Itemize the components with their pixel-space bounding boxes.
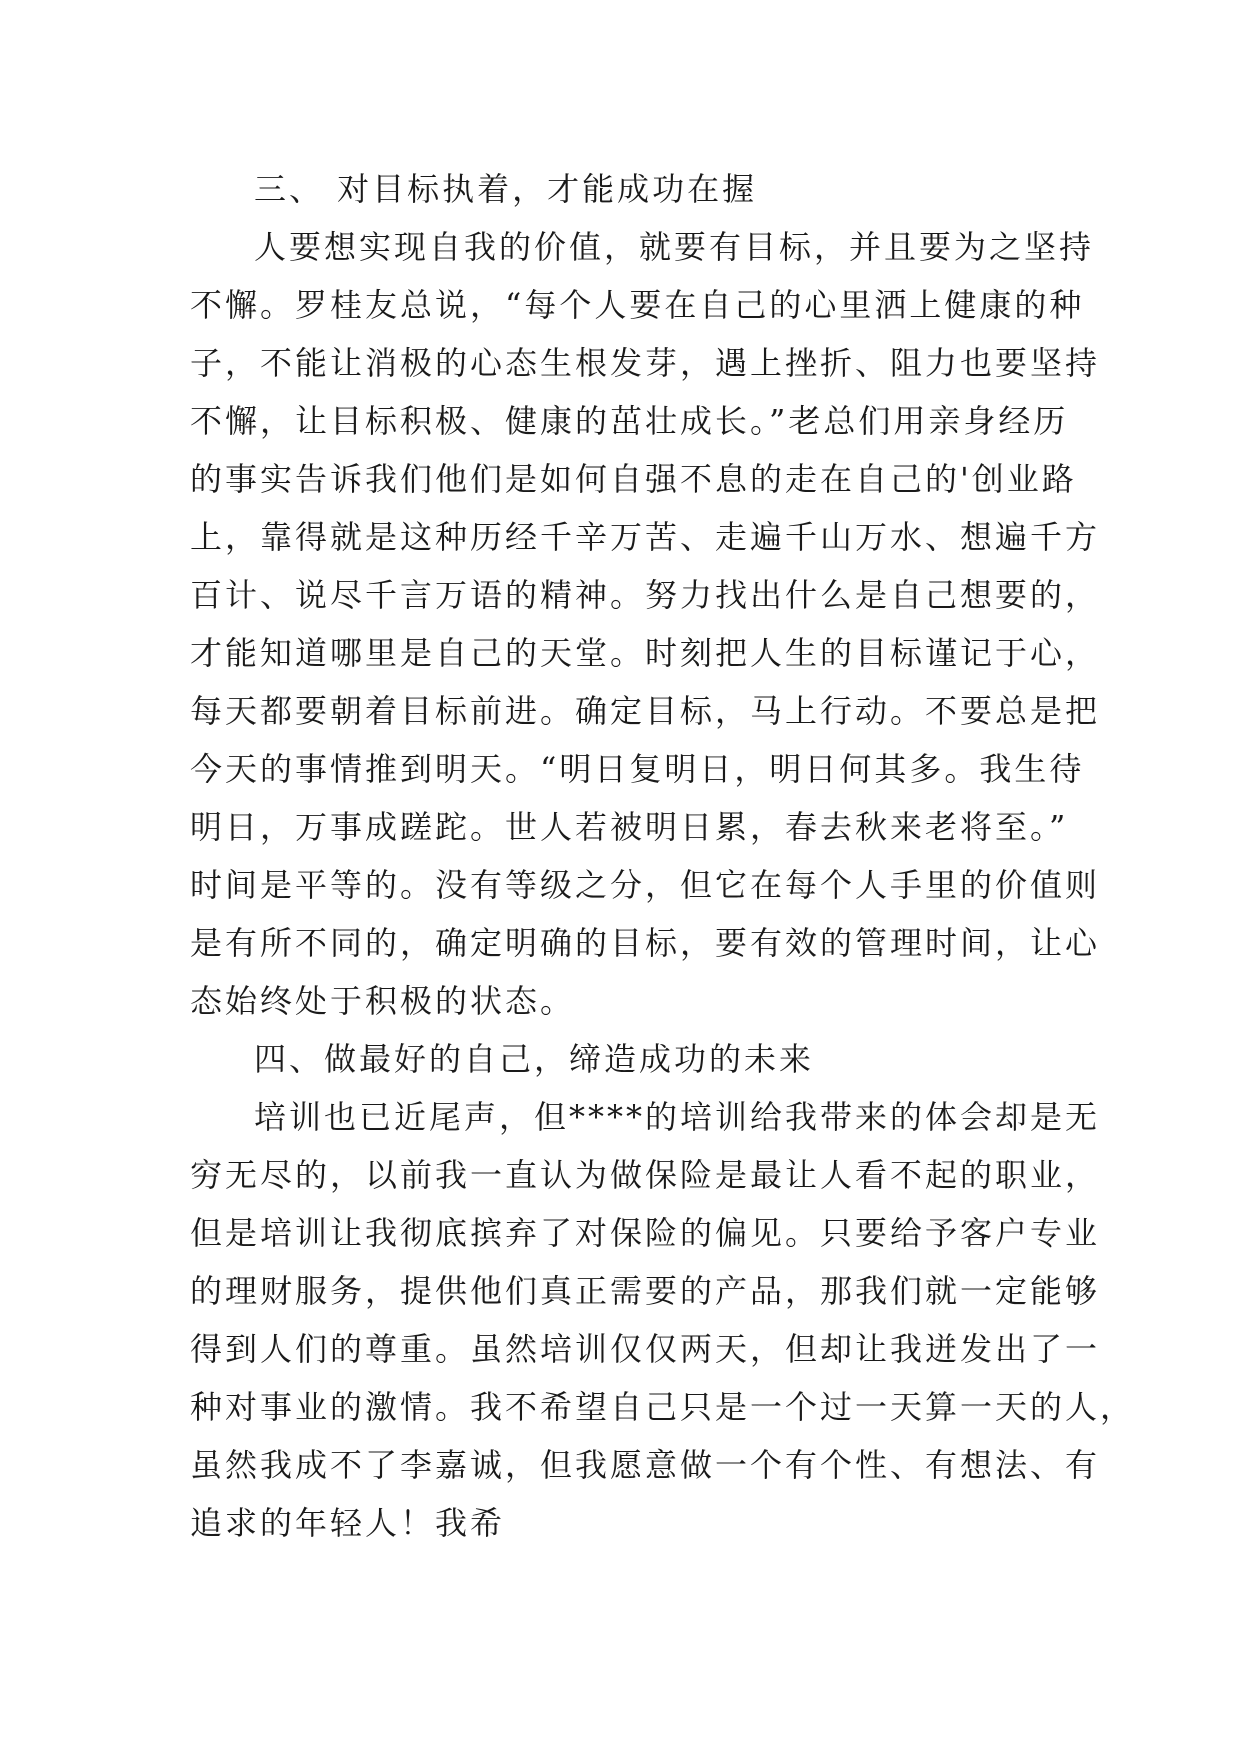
paragraph-line: 种对事业的激情。我不希望自己只是一个过一天算一天的人， bbox=[190, 1388, 1136, 1426]
document-body bbox=[190, 160, 1136, 1552]
paragraph-line: 才能知道哪里是自己的天堂。时刻把人生的目标谨记于心， bbox=[190, 634, 1101, 672]
paragraph-line: 每天都要朝着目标前进。确定目标，马上行动。不要总是把 bbox=[190, 692, 1101, 730]
paragraph-line: 的事实告诉我们他们是如何自强不息的走在自己的'创业路 bbox=[190, 460, 1077, 498]
paragraph-line: 今天的事情推到明天。“明日复明日，明日何其多。我生待 bbox=[190, 750, 1085, 788]
paragraph-line: 穷无尽的，以前我一直认为做保险是最让人看不起的职业， bbox=[190, 1156, 1101, 1194]
section-3-heading: 三、 对目标执着，才能成功在握 bbox=[254, 170, 758, 208]
section-3-paragraph bbox=[190, 218, 1101, 1030]
section-4-paragraph bbox=[190, 1088, 1136, 1552]
paragraph-line: 培训也已近尾声，但****的培训给我带来的体会却是无 bbox=[254, 1098, 1101, 1136]
paragraph-line: 是有所不同的，确定明确的目标，要有效的管理时间，让心 bbox=[190, 924, 1101, 962]
paragraph-line: 明日，万事成蹉跎。世人若被明日累，春去秋来老将至。” bbox=[190, 808, 1069, 846]
paragraph-line: 但是培训让我彻底摈弃了对保险的偏见。只要给予客户专业 bbox=[190, 1214, 1101, 1252]
paragraph-line: 上，靠得就是这种历经千辛万苦、走遍千山万水、想遍千方 bbox=[190, 518, 1101, 556]
section-4-heading: 四、做最好的自己，缔造成功的未来 bbox=[254, 1040, 815, 1078]
paragraph-line: 人要想实现自我的价值，就要有目标，并且要为之坚持 bbox=[254, 228, 1095, 266]
paragraph-line: 百计、说尽千言万语的精神。努力找出什么是自己想要的， bbox=[190, 576, 1101, 614]
paragraph-line: 虽然我成不了李嘉诚，但我愿意做一个有个性、有想法、有 bbox=[190, 1446, 1101, 1484]
paragraph-line: 不懈，让目标积极、健康的茁壮成长。”老总们用亲身经历 bbox=[190, 402, 1069, 440]
paragraph-line: 得到人们的尊重。虽然培训仅仅两天，但却让我迸发出了一 bbox=[190, 1330, 1101, 1368]
paragraph-line: 时间是平等的。没有等级之分，但它在每个人手里的价值则 bbox=[190, 866, 1101, 904]
paragraph-line: 子，不能让消极的心态生根发芽，遇上挫折、阻力也要坚持 bbox=[190, 344, 1101, 382]
paragraph-line: 追求的年轻人！我希 bbox=[190, 1504, 506, 1542]
paragraph-line: 态始终处于积极的状态。 bbox=[190, 982, 576, 1020]
paragraph-line: 不懈。罗桂友总说，“每个人要在自己的心里洒上健康的种 bbox=[190, 286, 1085, 324]
paragraph-line: 的理财服务，提供他们真正需要的产品，那我们就一定能够 bbox=[190, 1272, 1101, 1310]
